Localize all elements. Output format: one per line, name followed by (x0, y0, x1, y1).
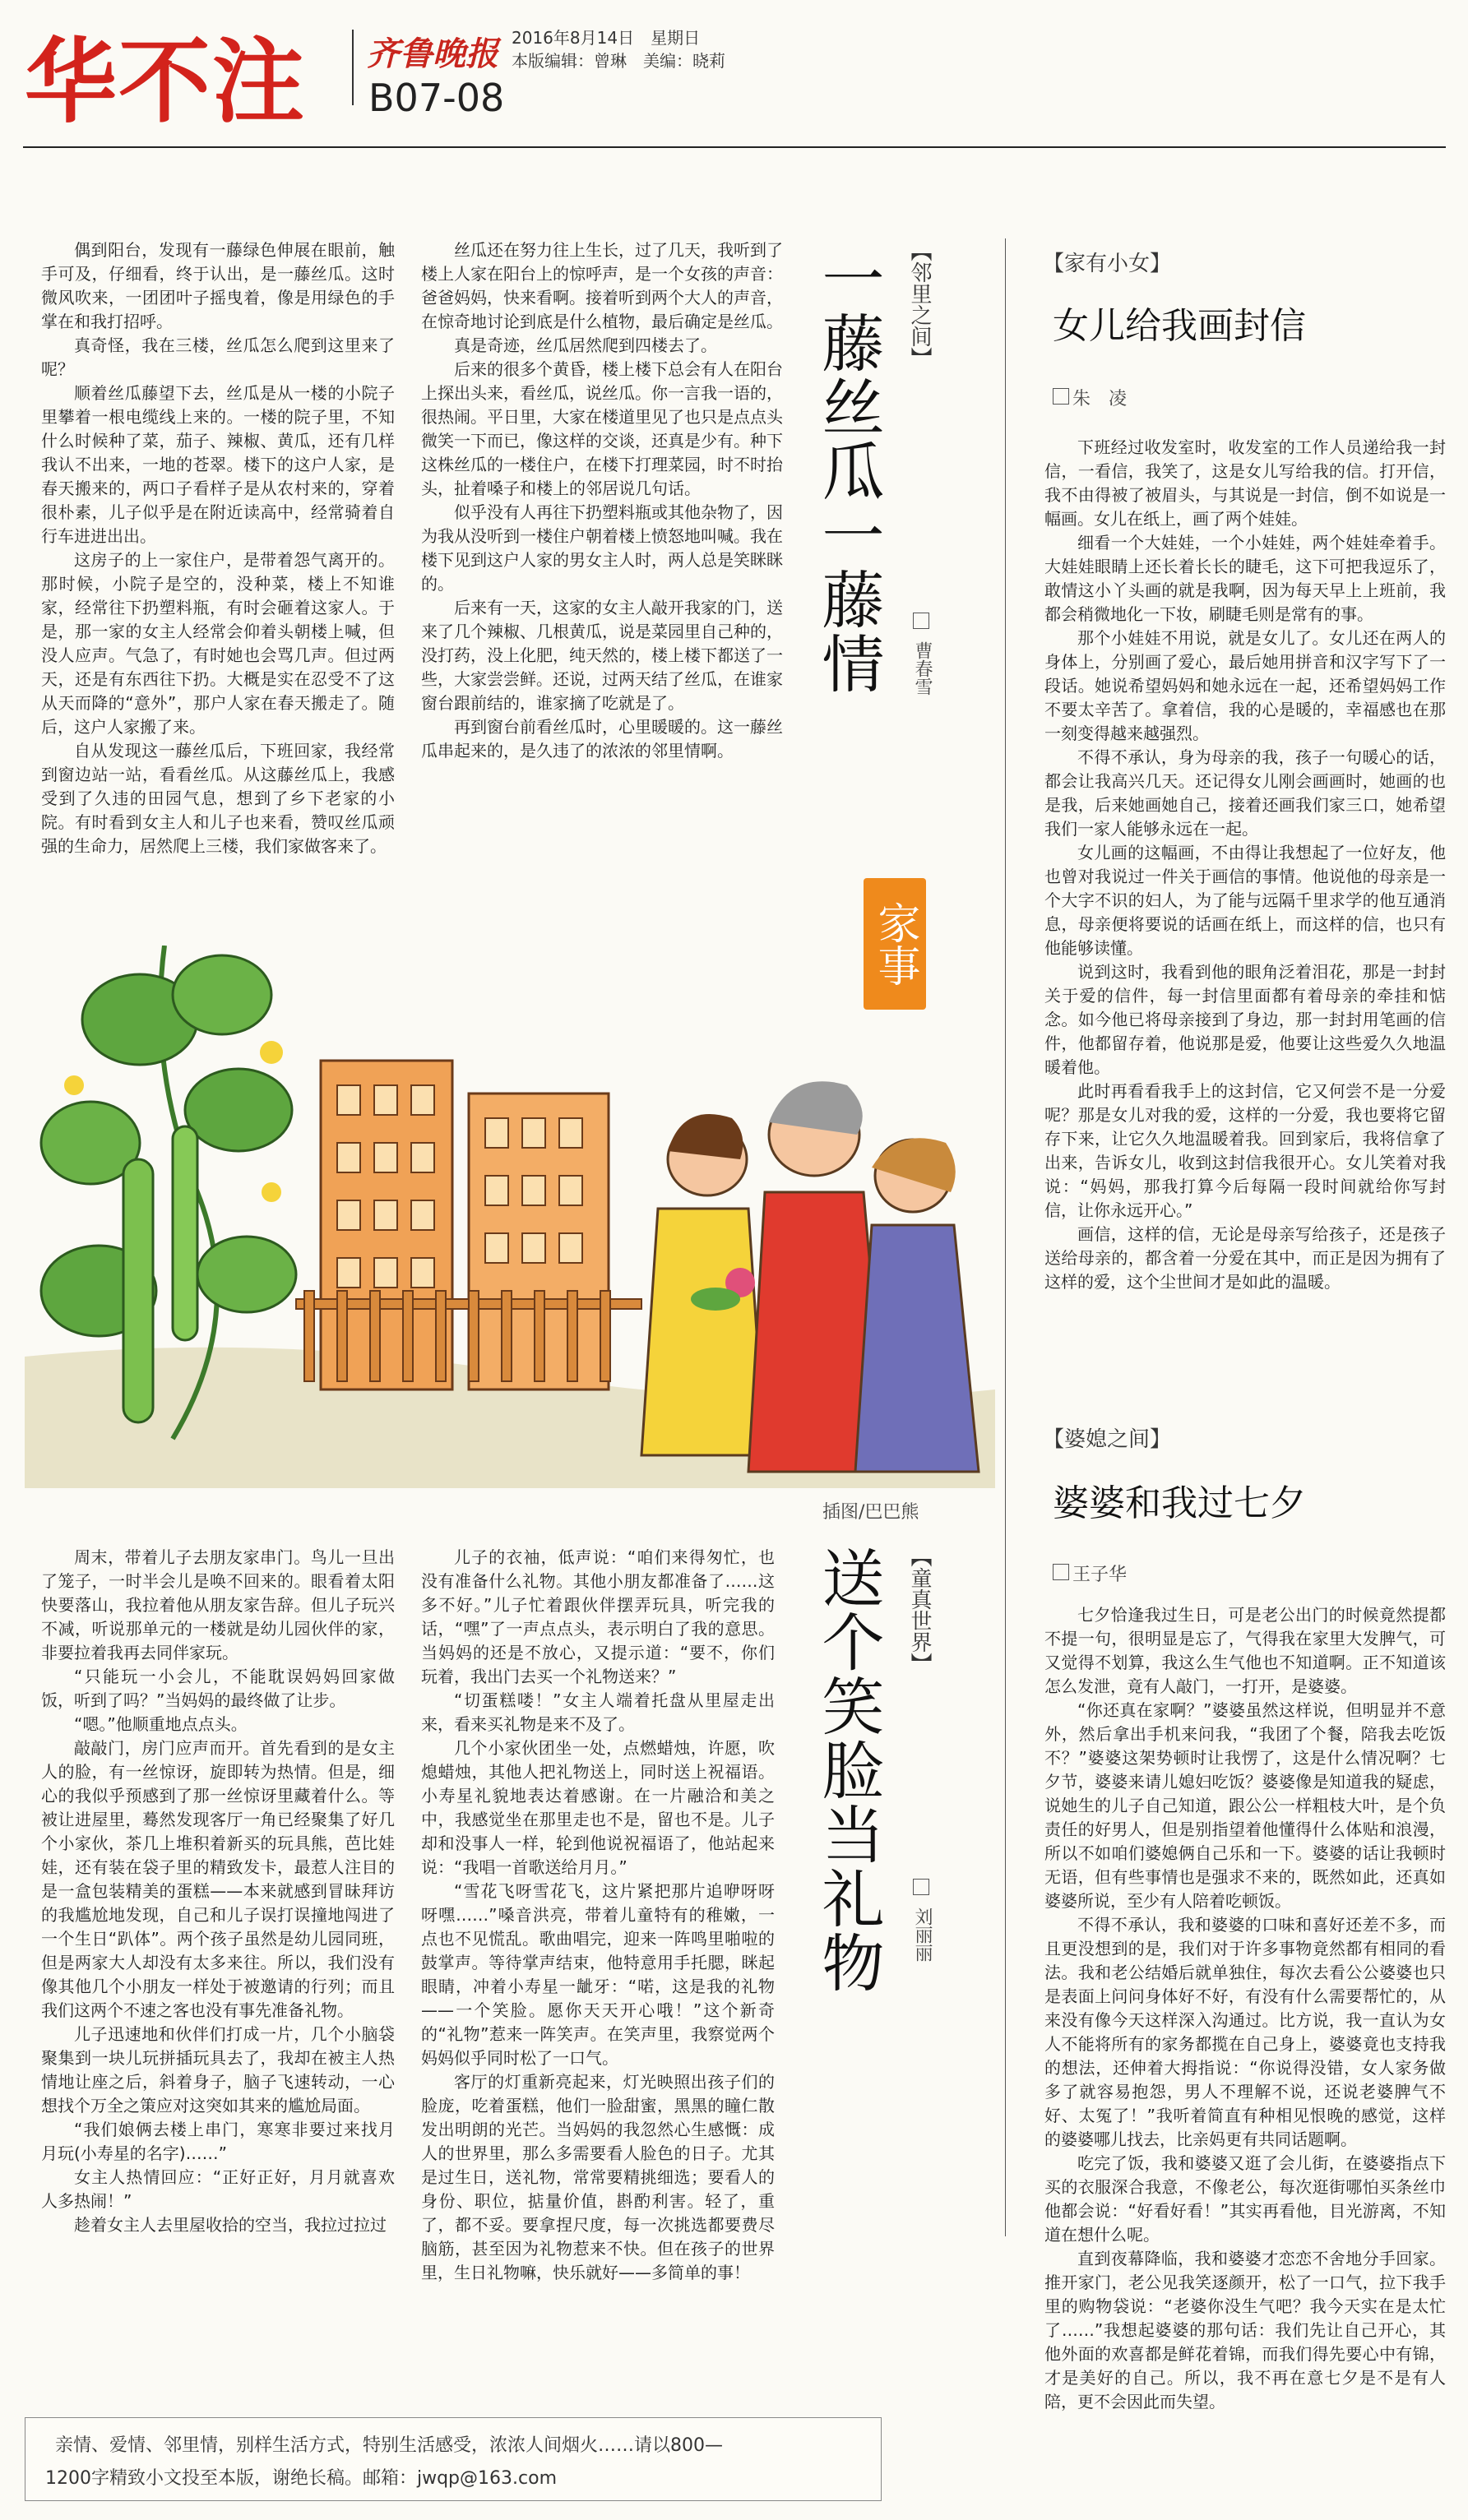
story2-body: 下班经过收发室时，收发室的工作人员递给我一封信，一看信，我笑了，这是女儿写给我的信。打开信，我不由得被了被眉头，与其说是一封信，倒不如说是一幅画。女儿在纸上，画了两个娃娃。 细看一个大娃娃，一个小娃娃，两个娃娃牵着手。大娃娃眼睛上还长着长长的睫毛，这下可把我逗乐了，敢情这小丫头画的就是我啊，因为每天早上上班前，我都会稍微地化一下妆，刷睫毛则是常有的事。 那个小娃娃不用说，就是女儿了。女儿还在两人的身体上，分别画了爱心，最后她用拼音和汉字写下了一段话。她说希望妈妈和她永远在一起，还希望妈妈工作不要太辛苦了。拿着信，我的心是暖的，幸福感也在那一刻变得越来越强烈。 不得不承认，身为母亲的我，孩子一句暖心的话，都会让我高兴几天。还记得女儿刚会画画时，她画的也是我，后来她画她自己，接着还画我们家三口，她希望我们一家人能够永远在一起。 女儿画的这幅画，不由得让我想起了一位好友，他也曾对我说过一件关于画信的事情。他说他的母亲是一个大字不识的妇人，为了能与远隔千里求学的他互通消息，母亲便将要说的话画在纸上，而这样的信，也只有他能够读懂。 说到这时，我看到他的眼角泛着泪花，那是一封封关于爱的信件，每一封信里面都有着母亲的牵挂和惦念。如今他已将母亲接到了身边，那一封封用笔画的信件，他都留存着，他说那是爱，他要让这些爱久久地温暖着他。 此时再看看我手上的这封信，它又何尝不是一分爱呢？那是女儿对我的爱，这样的一分爱，我也要将它留存下来，让它久久地温暖着我。回到家后，我将信拿了出来，告诉女儿，收到这封信我很开心。女儿笑着对我说：“妈妈，那我打算今后每隔一段时间就给你写封信，让你永远开心。” 画信，这样的信，无论是母亲写给孩子，还是孩子送给母亲的，都含着一分爱在其中，而正是因为拥有了这样的爱，这个尘世间才是如此的温暖。 (1044, 437, 1446, 1292)
illustration (25, 946, 995, 1488)
issue-date: 2016年8月14日 星期日 (512, 28, 701, 48)
story1-section-tag: 【邻里之间】 (907, 240, 932, 368)
paper-logo: 齐鲁晚报 (367, 35, 498, 73)
story4-title: 送个笑脸当礼物 (812, 1546, 885, 1995)
story4-section-tag: 【童真世界】 (907, 1546, 932, 1674)
story4-author: 刘丽丽 (912, 1907, 933, 1962)
story1-author-box (913, 613, 929, 629)
footer-line1: 亲情、爱情、邻里情，别样生活方式，特别生活感受，浓浓人间烟火……请以800— (55, 2435, 723, 2456)
illustration-credit: 插图/巴巴熊 (822, 1502, 919, 1523)
story3-section-tag: 【婆媳之间】 (1043, 1427, 1172, 1452)
neighbors-figures (641, 1081, 979, 1472)
story2-title: 女儿给我画封信 (1053, 305, 1306, 347)
footer-box (25, 2417, 882, 2501)
masthead-divider (352, 30, 354, 105)
story4-col2: 儿子的衣袖，低声说：“咱们来得匆忙，也没有准备什么礼物。其他小朋友都准备了……这多不好。”儿子忙着跟伙伴摆弄玩具，听完我的话，“嘿”了一声点点头，表示明白了我的意思。当妈妈的还是不放心，又提示道：“要不，你们玩着，我出门去买一个礼物送来？” “切蛋糕喽！”女主人端着托盘从里屋走出来，看来买礼物是来不及了。 几个小家伙团坐一处，点燃蜡烛，许愿，吹熄蜡烛，其他人把礼物送上，同时送上祝福语。小寿星礼貌地表达着感谢。在一片融洽和美之中，我感觉坐在那里走也不是，留也不是。儿子却和没事人一样，轮到他说祝福语了，他站起来说：“我唱一首歌送给月月。” “雪花飞呀雪花飞，这片紧把那片追咿呀呀呀嘿……”嗓音洪亮，带着儿童特有的稚嫩，一点也不见慌乱。歌曲唱完，迎来一阵鸣里啪啦的鼓掌声。等待掌声结束，他特意用手托腮，眯起眼睛，冲着小寿星一龇牙：“喏，这是我的礼物——一个笑脸。愿你天天开心哦！”这个新奇的“礼物”惹来一阵笑声。在笑声里，我察觉两个妈妈似乎同时松了一口气。 客厅的灯重新亮起来，灯光映照出孩子们的脸庞，吃着蛋糕，他们一脸甜蜜，黑黑的瞳仁散发出明朗的光芒。当妈妈的我忽然心生感慨：成人的世界里，那么多需要看人脸色的日子。尤其是过生日，送礼物，常常要精挑细选；要看人的身份、职位，掂量价值，斟酌利害。轻了，重了，都不妥。要拿捏尺度，每一次挑选都要费尽脑筋，甚至因为礼物惹来不快。但在孩子的世界里，生日礼物嘛，快乐就好——多简单的事！ (421, 1547, 775, 2282)
story3-title: 婆婆和我过七夕 (1053, 1482, 1306, 1524)
page-number: B07-08 (368, 76, 505, 120)
masthead (0, 0, 1468, 148)
story3-author: 王子华 (1072, 1565, 1128, 1585)
story3-author-box (1053, 1564, 1069, 1580)
story1-col2: 丝瓜还在努力往上生长，过了几天，我听到了楼上人家在阳台上的惊呼声，是一个女孩的声音：爸爸妈妈，快来看啊。接着听到两个大人的声音，在惊奇地讨论到底是什么植物，最后确定是丝瓜。 真是奇迹，丝瓜居然爬到四楼去了。 后来的很多个黄昏，楼上楼下总会有人在阳台上探出头来，看丝瓜，说丝瓜。你一言我一语的，很热闹。平日里，大家在楼道里见了也只是点点头微笑一下而已，像这样的交谈，还真是少有。种下这株丝瓜的一楼住户，在楼下打理菜园，时不时抬头，扯着嗓子和楼上的邻居说几句话。 似乎没有人再往下扔塑料瓶或其他杂物了，因为我从没听到一楼住户朝着楼上愤怒地叫喊。我在楼下见到这户人家的男女主人时，两人总是笑眯眯的。 后来有一天，这家的女主人敲开我家的门，送来了几个辣椒、几根黄瓜，说是菜园里自己种的，没打药，没上化肥，纯天然的，楼上楼下都送了一些，大家尝尝鲜。还说，过两天结了丝瓜，在谁家窗台跟前结的，谁家摘了吃就是了。 再到窗台前看丝瓜时，心里暖暖的。这一藤丝瓜串起来的，是久违了的浓浓的邻里情啊。 (421, 240, 783, 761)
story4-author-box (913, 1879, 929, 1895)
story2-section-tag: 【家有小女】 (1043, 252, 1172, 276)
story2-author: 朱 凌 (1072, 389, 1128, 409)
story2-author-box (1053, 388, 1069, 405)
left-right-divider (1005, 238, 1006, 2236)
illustration-svg (25, 946, 995, 1488)
masthead-rule (23, 146, 1446, 148)
editors: 本版编辑：曾琳 美编：晓莉 (512, 51, 725, 71)
jiashi-badge: 家事 (864, 878, 926, 1010)
story1-col1: 偶到阳台，发现有一藤绿色伸展在眼前，触手可及，仔细看，终于认出，是一藤丝瓜。这时微风吹来，一团团叶子摇曳着，像是用绿色的手掌在和我打招呼。 真奇怪，我在三楼，丝瓜怎么爬到这里来了呢？ 顺着丝瓜藤望下去，丝瓜是从一楼的小院子里攀着一根电缆线上来的。一楼的院子里，不知什么时候种了菜，茄子、辣椒、黄瓜，还有几样我认不出来，一地的苍翠。楼下的这户人家，是春天搬来的，两口子看样子是从农村来的，穿着很朴素，儿子似乎是在附近读高中，经常骑着自行车进进出出。 这房子的上一家住户，是带着怨气离开的。那时候，小院子是空的，没种菜，楼上不知谁家，经常往下扔塑料瓶，有时会砸着这家人。于是，那一家的女主人经常会仰着头朝楼上喊，但没人应声。气急了，有时她也会骂几声。但过两天，还是有东西往下扔。大概是实在忍受不了这从天而降的“意外”，那户人家在春天搬走了。随后，这户人家搬了来。 自从发现这一藤丝瓜后，下班回家，我经常到窗边站一站，看看丝瓜。从这藤丝瓜上，我感受到了久违的田园气息，想到了乡下老家的小院。有时看到女主人和儿子也来看，赞叹丝瓜顽强的生命力，居然爬上三楼，我们家做客来了。 (41, 240, 395, 856)
footer-line2: 1200字精致小文投至本版，谢绝长稿。邮箱：jwqp@163.com (45, 2468, 557, 2489)
brand-title: 华不注 (25, 29, 306, 136)
story1-title: 一藤丝瓜一藤情 (812, 247, 885, 696)
story1-author: 曹春雪 (912, 641, 933, 696)
story3-body: 七夕恰逢我过生日，可是老公出门的时候竟然提都不提一句，很明显是忘了，气得我在家里大发脾气，可又觉得不划算，我这么生气他也不知道啊。正不知道该怎么发泄，竟有人敲门，一打开，是婆婆。 “你还真在家啊？”婆婆虽然这样说，但明显并不意外，然后拿出手机来问我，“我团了个餐，陪我去吃饭不？”婆婆这架势顿时让我愣了，这是什么情况啊？七夕节，婆婆来请儿媳妇吃饭？婆婆像是知道我的疑虑，说她生的儿子自己知道，跟公公一样粗枝大叶，是个负责任的好男人，但是别指望着他懂得什么体贴和浪漫，所以不如咱们婆媳俩自己乐和一下。婆婆的话让我顿时无语，但有些事情也是强求不来的，既然如此，还真如婆婆所说，至少有人陪着吃顿饭。 不得不承认，我和婆婆的口味和喜好还差不多，而且更没想到的是，我们对于许多事物竟然都有相同的看法。我和老公结婚后就单独住，每次去看公公婆婆也只是表面上问问身体好不好，有没有什么需要帮忙的，从来没有像今天这样深入沟通过。比方说，我一直认为女人不能将所有的家务都揽在自己身上，婆婆竟也支持我的想法，还伸着大拇指说：“你说得没错，女人家务做多了就容易抱怨，男人不理解不说，还说老婆脾气不好、太冤了！”我听着简直有种相见恨晚的感觉，这样的婆婆哪儿找去，比亲妈更有共同话题啊。 吃完了饭，我和婆婆又逛了会儿街，在婆婆指点下买的衣服深合我意，不像老公，每次逛街哪怕买条丝巾他都会说：“好看好看！”其实再看他，目光游离，不知道在想什么呢。 直到夜幕降临，我和婆婆才恋恋不舍地分手回家。推开家门，老公见我笑逐颜开，松了一口气，拉下我手里的购物袋说：“老婆你没生气吧？我今天实在是太忙了……”我想起婆婆的那句话：我们先让自己开心，其他外面的欢喜都是鲜花着锦，而我们得先要心中有锦，才是美好的自己。所以，我不再在意七夕是不是有人陪，更不会因此而失望。 (1044, 1605, 1446, 2411)
story4-col1: 周末，带着儿子去朋友家串门。鸟儿一旦出了笼子，一时半会儿是唤不回来的。眼看着太阳快要落山，我拉着他从朋友家告辞。但儿子玩兴不减，听说那单元的一楼就是幼儿园伙伴的家，非要拉着我再去同伴家玩。 “只能玩一小会儿，不能耽误妈妈回家做饭，听到了吗？”当妈妈的最终做了让步。 “嗯。”他顺重地点点头。 敲敲门，房门应声而开。首先看到的是女主人的脸，有一丝惊讶，旋即转为热情。但是，细心的我似乎预感到了那一丝惊讶里藏着什么。等被让进屋里，蓦然发现客厅一角已经聚集了好几个小家伙，茶几上堆积着新买的玩具熊，芭比娃娃，还有装在袋子里的精致发卡，最惹人注目的是一盒包装精美的蛋糕——本来就感到冒昧拜访的我尴尬地发现，自己和儿子误打误撞地闯进了一个生日“趴体”。两个孩子虽然是幼儿园同班，但是两家大人却没有太多来往。所以，我们没有像其他几个小朋友一样处于被邀请的行列；而且我们这两个不速之客也没有事先准备礼物。 儿子迅速地和伙伴们打成一片，几个小脑袋聚集到一块儿玩拼插玩具去了，我却在被主人热情地让座之后，斜着身子，脑子飞速转动，一心想找个万全之策应对这突如其来的尴尬局面。 “我们娘俩去楼上串门，寒寒非要过来找月月玩(小寿星的名字)……” 女主人热情回应：“正好正好，月月就喜欢人多热闹！” 趁着女主人去里屋收拾的空当，我拉过拉过 (41, 1547, 395, 2235)
